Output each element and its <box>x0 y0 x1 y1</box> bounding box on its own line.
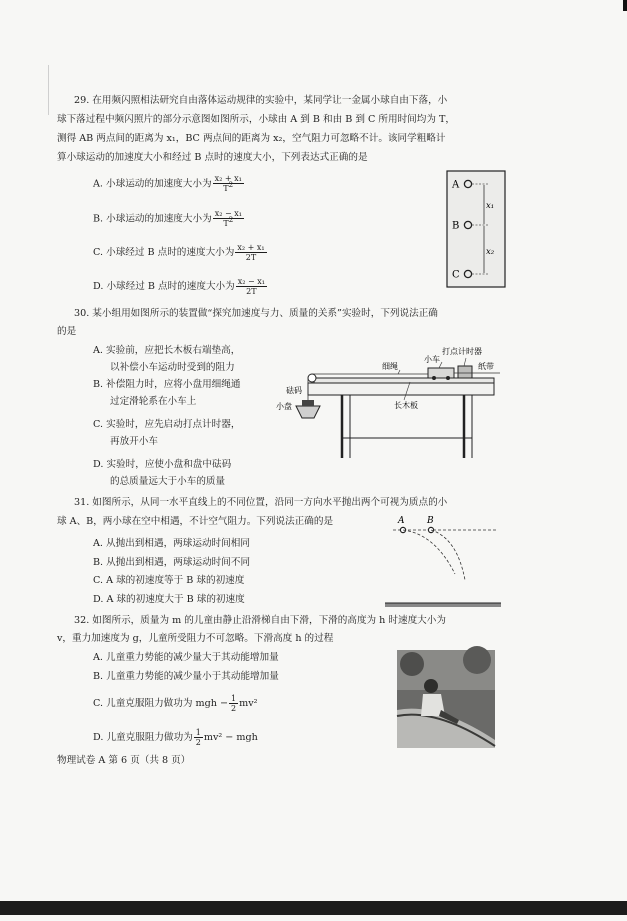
label-x1: x₁ <box>486 201 495 211</box>
corner-mark <box>623 0 627 11</box>
strobe-photo-figure <box>446 170 506 288</box>
margin-mark <box>48 65 49 115</box>
label-b: B <box>427 516 434 526</box>
q29-option-d-numerator: x₂ − x₁ <box>237 277 265 286</box>
label-pan: 小盘 <box>276 402 292 411</box>
q29-option-d-denominator: 2T <box>246 287 257 296</box>
q32-option-d-denominator: 2 <box>195 738 201 747</box>
label-board: 长木板 <box>394 401 418 410</box>
q29-option-c <box>93 243 268 262</box>
q29-line2: 球下落过程中频闪照片的部分示意图如图所示，小球由 A 到 B 和由 B 到 C 所用时间均为 T， <box>57 114 455 125</box>
q29-option-b-numerator: x₂ − x₁ <box>214 209 242 218</box>
label-a: A <box>398 516 405 526</box>
q29-option-a-fraction: $\frac{\text{x₂ + x₁}}{T2}$ <box>214 174 242 193</box>
q30-option-a-line2: 以补偿小车运动时受到的阻力 <box>110 362 235 373</box>
q32-option-d-fraction <box>194 728 203 747</box>
trajectory-a <box>403 530 455 574</box>
q29-option-c-fraction <box>235 243 266 262</box>
slide-photo-figure <box>397 650 495 748</box>
cart-wheel-2 <box>446 376 450 380</box>
page-footer: 物理试卷 A 第 6 页（共 8 页） <box>57 755 191 766</box>
q29-option-b-fraction: $\frac{\text{x₂ − x₁}}{T2}$ <box>214 209 242 228</box>
q29-option-b <box>93 209 245 229</box>
q29-option-b-denominator: T <box>223 219 229 228</box>
q32-option-c <box>93 694 257 713</box>
projectile-figure <box>385 512 501 610</box>
q30-option-b-line1: B. 补偿阻力时，应将小盘用细绳通 <box>93 379 241 390</box>
string-leader <box>398 370 400 374</box>
cart-wheel-1 <box>432 376 436 380</box>
photo-child-head <box>424 679 438 693</box>
q32-option-d <box>93 728 258 747</box>
apparatus-figure <box>278 340 500 488</box>
q30-line2: 的是 <box>57 326 77 337</box>
q29-option-d-text: D. 小球经过 B 点时的速度大小为 <box>93 281 235 292</box>
q29-option-b-text: B. 小球运动的加速度大小为 <box>93 213 212 225</box>
q31-option-b: B. 从抛出到相遇，两球运动时间不同 <box>93 557 251 568</box>
q32-option-c-tail: mv² <box>239 698 258 709</box>
q30-line1: 30. 某小组用如图所示的装置做“探究加速度与力、质量的关系”实验时，下列说法正确 <box>74 308 438 319</box>
q32-option-a: A. 儿童重力势能的减少量大于其动能增加量 <box>93 652 279 663</box>
label-a: A <box>452 179 460 191</box>
q29-option-c-denominator: 2T <box>245 253 257 262</box>
q30-option-d-line1: D. 实验时，应使小盘和盘中砝码 <box>93 459 232 470</box>
q32-option-d-text: D. 儿童克服阻力做功为 <box>93 732 193 743</box>
q32-option-c-fraction <box>229 694 238 713</box>
label-b: B <box>452 220 460 232</box>
q29-option-a-denominator: T <box>223 184 229 193</box>
q30-option-d-line2: 的总质量远大于小车的质量 <box>110 476 226 487</box>
q32-line1: 32. 如图所示，质量为 m 的儿童由静止沿滑梯自由下滑，下滑的高度为 h 时速度大小为 <box>74 615 446 626</box>
q29-line1: 29. 在用频闪照相法研究自由落体运动规律的实验中，某同学让一金属小球自由下落，小 <box>74 95 448 106</box>
q31-line1: 31. 如图所示，从同一水平直线上的不同位置，沿同一方向水平抛出两个可视为质点的小 <box>74 497 448 508</box>
q30-option-c-line1: C. 实验时，应先启动打点计时器， <box>93 419 241 430</box>
cart <box>428 368 454 378</box>
pan <box>296 406 320 418</box>
trajectory-b <box>431 530 465 580</box>
q29-option-a-numerator: x₂ + x₁ <box>214 174 242 183</box>
q32-option-d-numerator: 1 <box>195 728 201 737</box>
q30-option-c-line2: 再放开小车 <box>110 436 158 447</box>
q29-option-c-numerator: x₂ + x₁ <box>237 243 265 252</box>
q29-option-d-fraction <box>236 277 267 296</box>
q29-line3: 测得 AB 两点间的距离为 x₁，BC 两点间的距离为 x₂，空气阻力可忽略不计。该同学粗略计 <box>57 133 446 144</box>
q31-line2: 球 A、B，两小球在空中相遇，不计空气阻力。下列说法正确的是 <box>57 516 334 527</box>
q32-line2: v，重力加速度为 g，儿童所受阻力不可忽略。下滑高度 h 的过程 <box>57 633 334 644</box>
q31-option-d: D. A 球的初速度大于 B 球的初速度 <box>93 594 245 605</box>
q32-option-c-numerator: 1 <box>231 694 237 703</box>
q32-option-b: B. 儿童重力势能的减少量小于其动能增加量 <box>93 671 279 682</box>
photo-tree-right <box>463 646 491 674</box>
q29-option-c-text: C. 小球经过 B 点时的速度大小为 <box>93 247 235 258</box>
weights <box>302 400 314 406</box>
photo-tree-left <box>400 652 424 676</box>
label-cart: 小车 <box>424 355 440 364</box>
ground <box>385 603 501 607</box>
q29-option-a-text: A. 小球运动的加速度大小为 <box>93 178 212 190</box>
label-timer: 打点计时器 <box>442 347 482 356</box>
label-x2: x₂ <box>486 247 495 257</box>
q29-option-a <box>93 174 245 194</box>
q32-option-c-text: C. 儿童克服阻力做功为 mgh − <box>93 698 228 709</box>
label-tape: 纸带 <box>478 362 494 371</box>
label-weight: 砝码 <box>286 386 302 395</box>
q31-option-c: C. A 球的初速度等于 B 球的初速度 <box>93 575 245 586</box>
scan-bottom-edge <box>0 901 627 915</box>
q29-line4: 算小球运动的加速度大小和经过 B 点时的速度大小，下列表达式正确的是 <box>57 152 368 163</box>
q29-option-d <box>93 277 268 296</box>
q30-option-a-line1: A. 实验前，应把长木板右端垫高， <box>93 345 241 356</box>
q32-option-c-denominator: 2 <box>231 704 237 713</box>
timer-leader <box>464 358 466 366</box>
label-c: C <box>452 269 460 281</box>
q30-option-b-line2: 过定滑轮系在小车上 <box>110 396 197 407</box>
pulley <box>308 374 316 382</box>
q32-option-d-tail: mv² − mgh <box>203 732 258 743</box>
table-top <box>308 383 494 395</box>
long-board <box>314 378 494 383</box>
timer <box>458 366 472 378</box>
label-string: 细绳 <box>382 362 398 371</box>
q31-option-a: A. 从抛出到相遇，两球运动时间相同 <box>93 538 250 549</box>
